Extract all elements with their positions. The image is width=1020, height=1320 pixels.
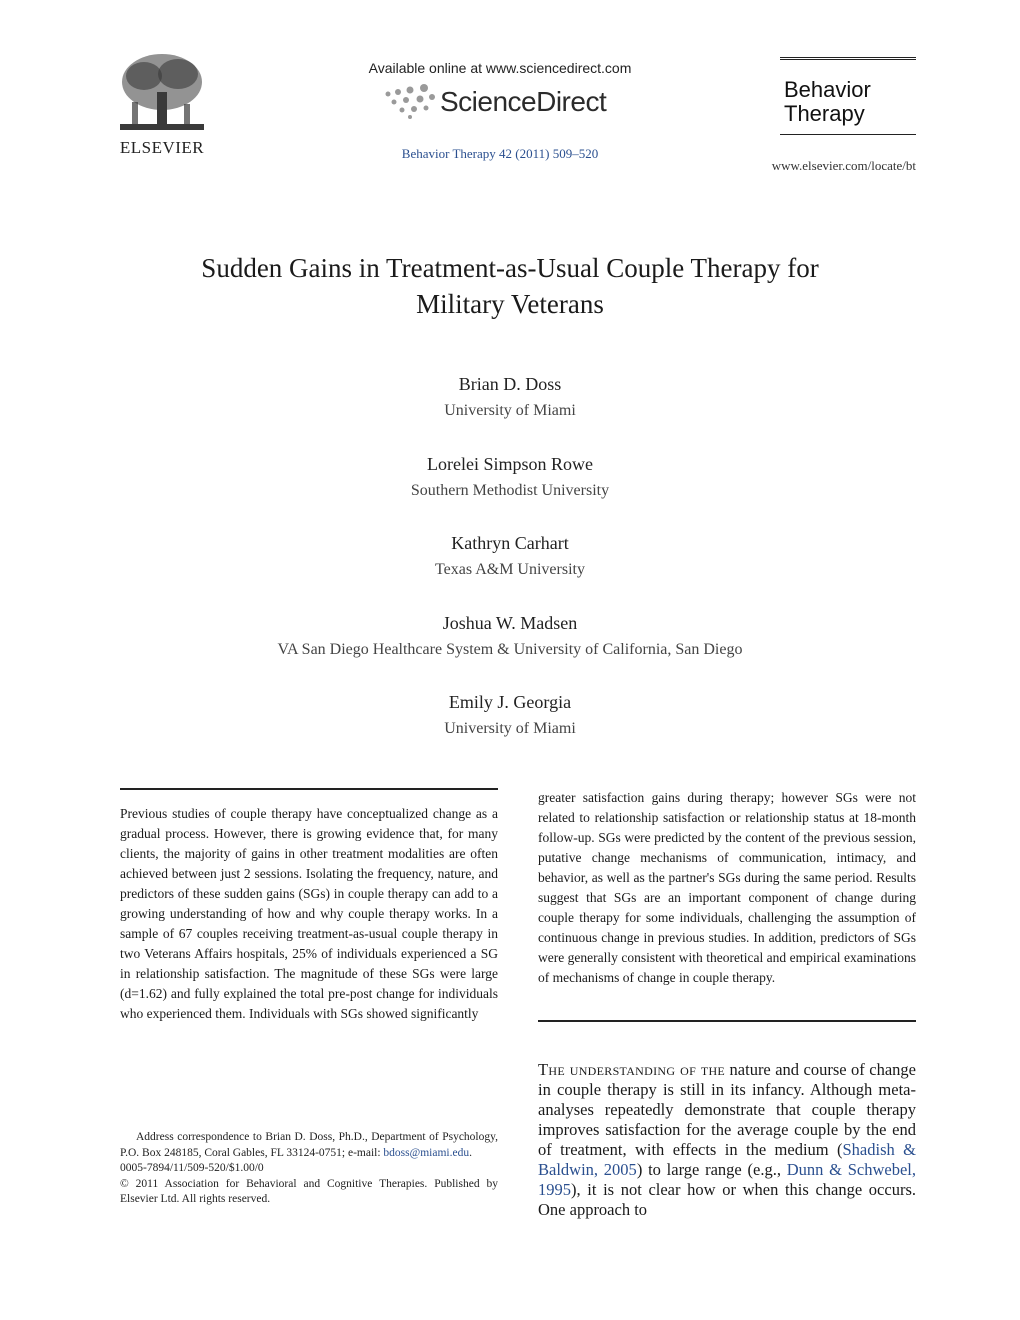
email-link[interactable]: bdoss@miami.edu — [383, 1146, 470, 1159]
sciencedirect-dots-icon — [380, 82, 438, 122]
body-paragraph — [538, 1060, 916, 1220]
sciencedirect-wordmark: ScienceDirect — [440, 86, 607, 117]
footnote — [120, 1130, 498, 1208]
journal-title-line2: Therapy — [784, 101, 865, 126]
publisher-name: ELSEVIER — [119, 138, 205, 157]
journal-title-top-rule — [780, 57, 916, 60]
correspondence-note — [120, 1130, 498, 1161]
journal-reference-link[interactable]: Behavior Therapy 42 (2011) 509–520 — [401, 146, 599, 161]
journal-title-bottom-rule — [780, 134, 916, 135]
abstract-text: Previous studies of couple therapy have conceptualized change as a gradual process. However, there is growing evidence that, for many clients, the majority of gains in other treatment modalities are often achieved between just 2 sessions. Isolating the frequency, nature, and predictors of these sudden gains (SGs) in couple therapy can add to a growing understanding of how and why couple therapy works. In a sample of 67 couples receiving treatment-as-usual couple therapy in two Veterans Affairs hospitals, 25% of individuals experienced a SG in relationship satisfaction. The magnitude of these SGs were large (d=1.62) and fully explained the total pre-post change for individuals who experienced them. Individuals with SGs showed significantly — [120, 806, 498, 1021]
author-name: Kathryn Carhart — [451, 533, 569, 553]
available-online-text: Available online at www.sciencedirect.com — [368, 60, 632, 76]
abstract-top-rule — [120, 788, 498, 790]
author-affiliation: Southern Methodist University — [410, 482, 610, 499]
journal-url-link[interactable]: www.elsevier.com/locate/bt — [771, 158, 916, 173]
author-affiliation: VA San Diego Healthcare System & University of California, San Diego — [277, 641, 743, 658]
abstract-right-column — [538, 788, 916, 988]
author-affiliation: University of Miami — [444, 402, 576, 419]
body-text: ), it is not clear how or when this change occurs. One approach to — [538, 1180, 916, 1219]
author-name: Lorelei Simpson Rowe — [427, 454, 593, 474]
elsevier-logo — [112, 52, 212, 160]
abstract-text: greater satisfaction gains during therapy; however SGs were not related to relationship satisfaction or relationship status at 18-month follow-up. SGs were predicted by the content of the previous session, putative change mechanisms of communication, intimacy, and behavior, as well as the partner's SGs during the same period. Results suggest that SGs are an important component of change during couple therapy for some individuals, challenging the assumption of continuous change in previous studies. In addition, predictors of SGs were generally consistent with theoretical and empirical examinations of mechanisms of change in couple therapy. — [538, 790, 916, 985]
paper-title-line1: Sudden Gains in Treatment-as-Usual Couple Therapy for — [201, 253, 819, 283]
correspondence-text: Address correspondence to Brian D. Doss, Ph.D., Department of Psychology, P.O. Box 248185, Coral Gables, FL 33124-0751; e-mail: — [120, 1131, 498, 1159]
author-name: Brian D. Doss — [458, 374, 562, 394]
author-block — [110, 611, 910, 662]
citation-link[interactable]: Shadish & Baldwin, 2005 — [538, 1140, 916, 1179]
author-block — [110, 452, 910, 503]
author-name: Emily J. Georgia — [448, 692, 572, 712]
journal-title — [784, 78, 914, 126]
author-affiliation: Texas A&M University — [435, 561, 585, 578]
citation-link[interactable]: Dunn & Schwebel, 1995 — [538, 1160, 916, 1199]
copyright-line: © 2011 Association for Behavioral and Cognitive Therapies. Published by Elsevier Ltd. All rights reserved. — [120, 1177, 498, 1205]
elsevier-tree-icon — [112, 52, 212, 138]
paper-title-line2: Military Veterans — [416, 289, 604, 319]
author-block — [110, 531, 910, 582]
sciencedirect-logo — [380, 80, 630, 124]
author-block — [110, 690, 910, 741]
body-lead-in: The understanding of the — [538, 1060, 726, 1079]
issn-line: 0005-7894/11/509-520/$1.00/0 — [120, 1162, 264, 1174]
abstract-bottom-rule — [538, 1020, 916, 1022]
author-name: Joshua W. Madsen — [442, 613, 578, 633]
author-affiliation: University of Miami — [444, 720, 576, 737]
abstract-left-column — [120, 804, 498, 1024]
journal-title-line1: Behavior — [784, 77, 871, 102]
body-text: ) to large range (e.g., — [636, 1160, 787, 1179]
correspondence-end: . — [469, 1146, 472, 1159]
body-text: nature and course of change in couple therapy is still in its infancy. Although meta-analyses repeatedly demonstrate that couple therapy improves satisfaction for the average couple by the end of treatment, with effects in the medium ( — [538, 1060, 916, 1159]
paper-title — [110, 250, 910, 322]
author-block — [110, 372, 910, 423]
